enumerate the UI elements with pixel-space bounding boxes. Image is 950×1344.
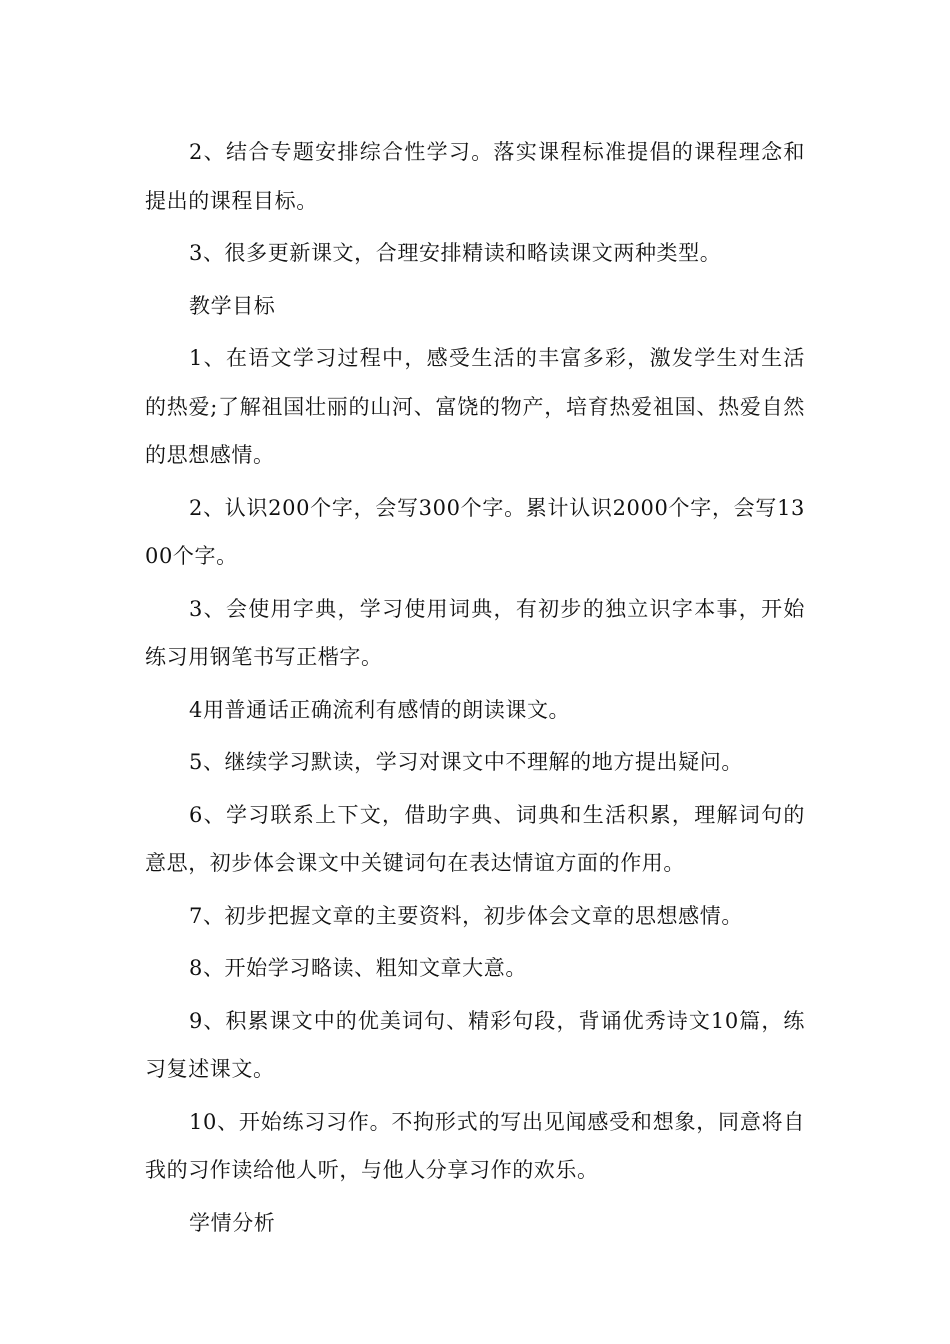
section-heading-learning-analysis: 学情分析 <box>189 1210 276 1235</box>
document-page <box>145 128 805 1251</box>
goal-item-8: 8、开始学习略读、粗知文章大意。 <box>189 956 527 980</box>
goal-item-6: 6、学习联系上下文，借助字典、词典和生活积累，理解词句的意思，初步体会课文中关键词句在表达情谊方面的作用。 <box>145 802 805 875</box>
goal-item-5: 5、继续学习默读，学习对课文中不理解的地方提出疑问。 <box>189 750 743 774</box>
goal-item-10: 10、开始练习习作。不拘形式的写出见闻感受和想象，同意将自我的习作读给他人听，与他人分享习作的欢乐。 <box>145 1109 805 1182</box>
goal-item-1: 1、在语文学习过程中，感受生活的丰富多彩，激发学生对生活的热爱;了解祖国壮丽的山河、富饶的物产，培育热爱祖国、热爱自然的思想感情。 <box>145 346 805 467</box>
goal-item-4: 4用普通话正确流利有感情的朗读课文。 <box>189 697 571 722</box>
goal-item-2: 2、认识200个字，会写300个字。累计认识2000个字，会写1300个字。 <box>145 495 805 568</box>
goal-item-9: 9、积累课文中的优美词句、精彩句段，背诵优秀诗文10篇，练习复述课文。 <box>145 1008 805 1081</box>
paragraph-item-2: 2、结合专题安排综合性学习。落实课程标准提倡的课程理念和提出的课程目标。 <box>145 140 805 213</box>
goal-item-7: 7、初步把握文章的主要资料，初步体会文章的思想感情。 <box>189 903 743 928</box>
paragraph-item-3: 3、很多更新课文，合理安排精读和略读课文两种类型。 <box>189 241 722 265</box>
goal-item-3: 3、会使用字典，学习使用词典，有初步的独立识字本事，开始练习用钢笔书写正楷字。 <box>145 596 805 669</box>
section-heading-teaching-goals: 教学目标 <box>189 293 276 318</box>
